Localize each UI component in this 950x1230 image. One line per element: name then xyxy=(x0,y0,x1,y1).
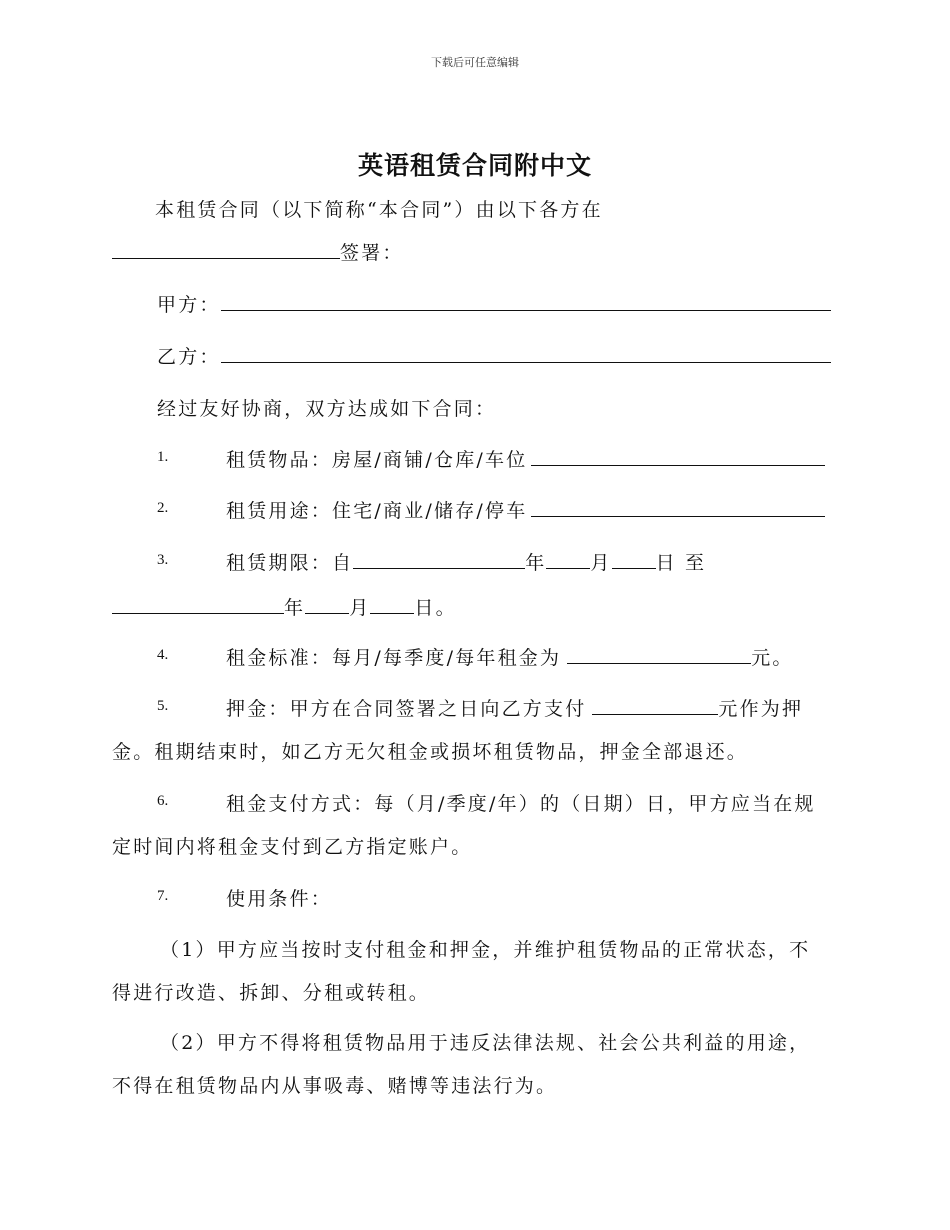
clause-5-cont: 金。租期结束时，如乙方无欠租金或损坏租赁物品，押金全部退还。 xyxy=(112,741,749,763)
party-a-label: 甲方： xyxy=(157,294,221,316)
condition-2-line1: （2）甲方不得将租赁物品用于违反法律法规、社会公共利益的用途， xyxy=(160,1032,811,1054)
party-b-label: 乙方： xyxy=(157,346,221,368)
clause-2-number: 2. xyxy=(157,500,169,516)
start-month-label: 月 xyxy=(590,552,612,574)
start-year-blank xyxy=(353,550,525,569)
condition-1-line2: 得进行改造、拆卸、分租或转租。 xyxy=(112,982,431,1004)
clause-2-blank xyxy=(531,498,825,517)
header-note: 下载后可任意编辑 xyxy=(431,56,519,69)
clause-6-cont: 定时间内将租金支付到乙方指定账户。 xyxy=(112,836,473,858)
condition-2-line2: 不得在租赁物品内从事吸毒、赌博等违法行为。 xyxy=(112,1075,558,1097)
signing-place-blank xyxy=(112,240,340,259)
clause-1-text: 租赁物品：房屋/商铺/仓库/车位 xyxy=(226,449,528,471)
end-day-blank xyxy=(370,595,414,614)
clause-4-text: 租金标准：每月/每季度/每年租金为 xyxy=(226,647,562,669)
intro-line1: 本租赁合同（以下简称“本合同”）由以下各方在 xyxy=(155,199,603,221)
party-a-blank xyxy=(221,292,831,311)
clause-1 xyxy=(226,445,825,472)
end-month-blank xyxy=(305,595,349,614)
clause-5 xyxy=(226,694,803,721)
clause-3-cont xyxy=(112,593,457,620)
clause-3-text: 租赁期限：自 xyxy=(226,552,354,574)
start-year-label: 年 xyxy=(525,552,547,574)
rent-unit: 元。 xyxy=(751,647,794,669)
party-a-row xyxy=(157,290,831,317)
clause-7-number: 7. xyxy=(157,888,169,904)
clause-5-number: 5. xyxy=(157,698,169,714)
intro-line2-suffix: 签署： xyxy=(340,242,404,264)
clause-3-number: 3. xyxy=(157,552,169,568)
clause-2 xyxy=(226,496,825,523)
end-month-label: 月 xyxy=(349,597,371,619)
clause-3 xyxy=(226,548,706,575)
clause-2-text: 租赁用途：住宅/商业/储存/停车 xyxy=(226,500,528,522)
clause-5-text: 押金：甲方在合同签署之日向乙方支付 xyxy=(226,698,587,720)
clause-1-number: 1. xyxy=(157,449,169,465)
clause-1-blank xyxy=(531,447,825,466)
clause-5-text-b: 元作为押 xyxy=(718,698,804,720)
start-day-blank xyxy=(612,550,656,569)
end-year-label: 年 xyxy=(284,597,306,619)
agreement-intro: 经过友好协商，双方达成如下合同： xyxy=(157,398,497,420)
clause-6-number: 6. xyxy=(157,793,169,809)
end-day-label: 日。 xyxy=(414,597,457,619)
condition-1-line1: （1）甲方应当按时支付租金和押金，并维护租赁物品的正常状态，不 xyxy=(160,939,811,961)
clause-7: 使用条件： xyxy=(226,888,333,910)
page-title: 英语租赁合同附中文 xyxy=(357,151,592,180)
end-year-blank xyxy=(112,595,284,614)
start-month-blank xyxy=(546,550,590,569)
clause-6: 租金支付方式：每（月/季度/年）的（日期）日，甲方应当在规 xyxy=(226,793,816,815)
deposit-amount-blank xyxy=(592,696,718,715)
clause-4-number: 4. xyxy=(157,647,169,663)
party-b-blank xyxy=(221,344,831,363)
rent-amount-blank xyxy=(567,645,751,664)
intro-line2 xyxy=(112,238,404,265)
clause-4 xyxy=(226,643,794,670)
start-day-to-label: 日 至 xyxy=(655,552,707,574)
party-b-row xyxy=(157,342,831,369)
